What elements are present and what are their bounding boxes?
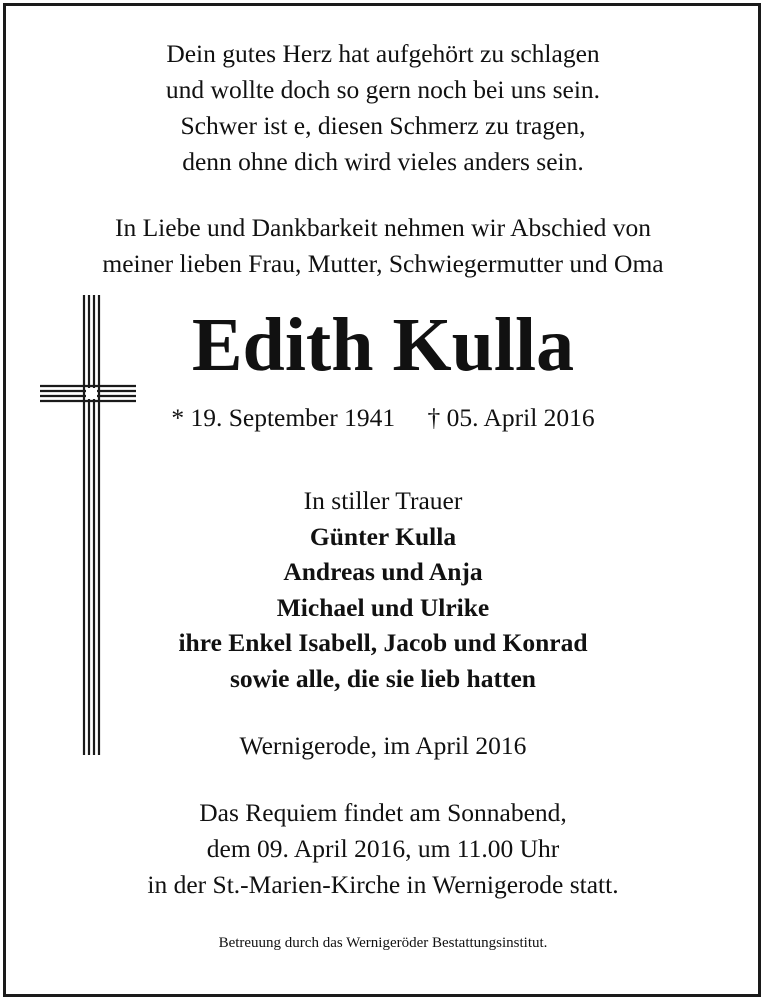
mourner-name: Andreas und Anja [283,557,483,587]
mourners [0,483,766,697]
farewell-intro [0,210,766,282]
life-dates [0,400,766,436]
requiem-info [0,795,766,903]
poem [0,36,766,180]
mourners-heading: In stiller Trauer [303,486,463,515]
poem-line: Schwer ist e, diesen Schmerz zu tragen, [180,111,586,140]
mourner-name: Günter Kulla [309,521,457,551]
mourner-name: ihre Enkel Isabell, Jacob und Konrad [178,628,588,658]
intro-line: meiner lieben Frau, Mutter, Schwiegermutter und Oma [102,249,664,278]
funeral-home-credit: Betreuung durch das Wernigeröder Bestattungsinstitut. [218,935,548,951]
birth-date: * 19. September 1941 [171,403,396,432]
deceased-name: Edith Kulla [191,303,575,387]
poem-line: und wollte doch so gern noch bei uns sein. [165,75,601,104]
requiem-line: dem 09. April 2016, um 11.00 Uhr [206,834,560,863]
poem-line: denn ohne dich wird vieles anders sein. [182,147,584,176]
death-date: † 05. April 2016 [427,403,595,432]
intro-line: In Liebe und Dankbarkeit nehmen wir Abschied von [114,213,652,242]
mourner-name: Michael und Ulrike [276,592,490,622]
mourner-name: sowie alle, die sie lieb hatten [230,663,536,693]
place-date: Wernigerode, im April 2016 [239,731,527,760]
requiem-line: Das Requiem findet am Sonnabend, [199,798,567,827]
requiem-line: in der St.-Marien-Kirche in Wernigerode statt. [147,870,619,899]
poem-line: Dein gutes Herz hat aufgehört zu schlagen [166,39,600,68]
